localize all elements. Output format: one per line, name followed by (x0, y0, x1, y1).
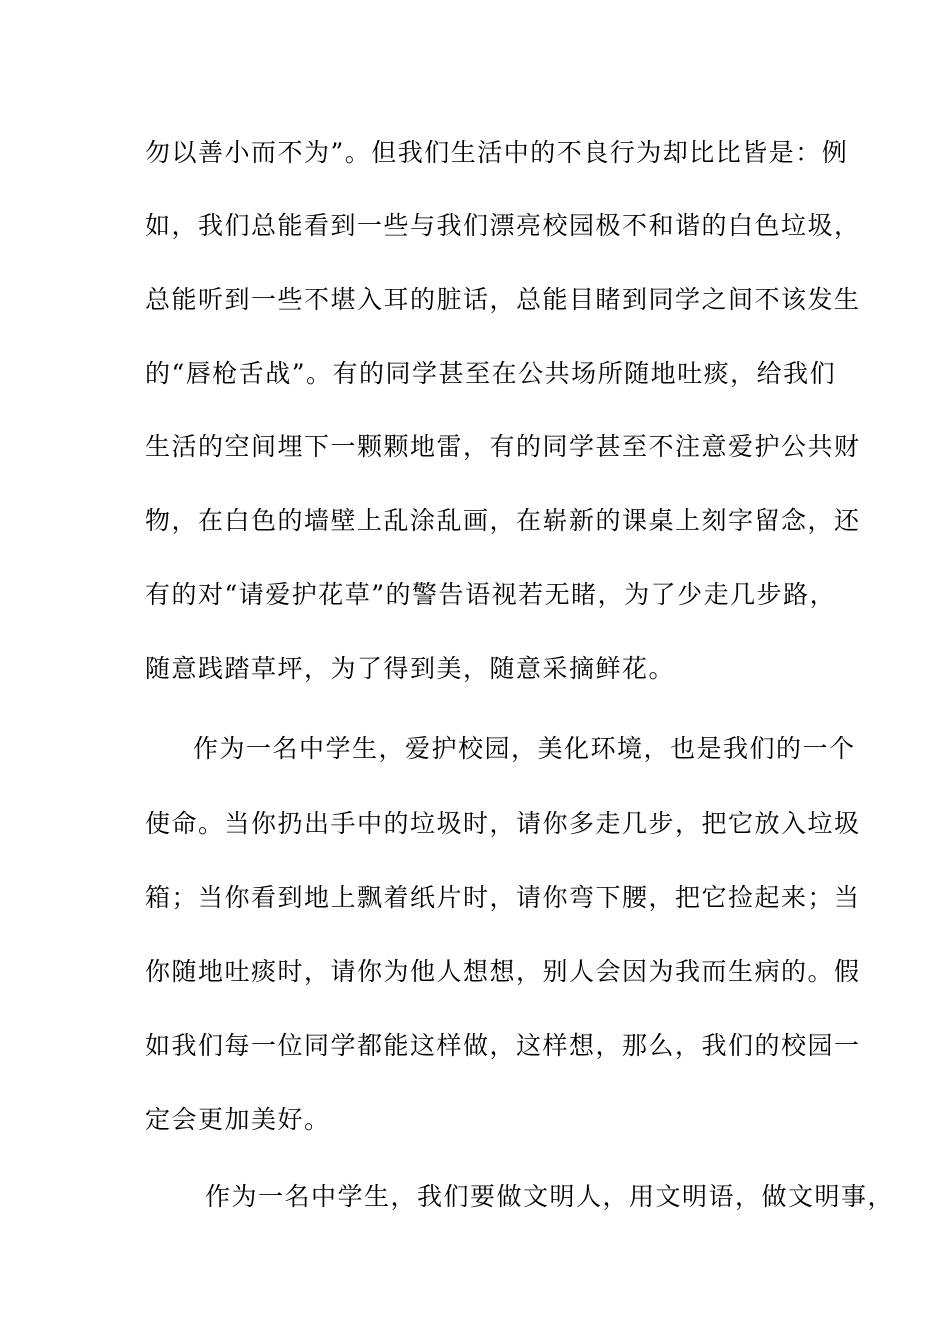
paragraph-1-line-5: 生活的空间埋下一颗颗地雷，有的同学甚至不注意爱护公共财 (145, 432, 861, 461)
paragraph-1-line-1: 勿以善小而不为”。但我们生活中的不良行为却比比皆是：例 (145, 138, 849, 167)
paragraph-1-line-2: 如，我们总能看到一些与我们漂亮校园极不和谐的白色垃圾， (145, 211, 861, 240)
paragraph-2-line-5: 如我们每一位同学都能这样做，这样想，那么，我们的校园一 (145, 1031, 861, 1060)
paragraph-2-line-4: 你随地吐痰时，请你为他人想想，别人会因为我而生病的。假 (145, 957, 861, 986)
paragraph-1-line-8: 随意践踏草坪，为了得到美，随意采摘鲜花。 (145, 654, 676, 683)
paragraph-2-line-3: 箱；当你看到地上飘着纸片时，请你弯下腰，把它捡起来；当 (145, 883, 861, 912)
paragraph-2-line-2: 使命。当你扔出手中的垃圾时，请你多走几步，把它放入垃圾 (145, 809, 861, 838)
paragraph-2-line-6: 定会更加美好。 (145, 1105, 331, 1134)
paragraph-1-line-3: 总能听到一些不堪入耳的脏话，总能目睹到同学之间不该发生 (145, 285, 861, 314)
paragraph-1-line-7: 有的对“请爱护花草”的警告语视若无睹，为了少走几步路， (145, 580, 837, 609)
paragraph-3-line-1: 作为一名中学生，我们要做文明人，用文明语，做文明事， (205, 1182, 895, 1211)
paragraph-1-line-4: 的“唇枪舌战”。有的同学甚至在公共场所随地吐痰，给我们 (145, 359, 837, 388)
paragraph-1-line-6: 物，在白色的墙壁上乱涂乱画，在崭新的课桌上刻字留念，还 (145, 506, 861, 535)
paragraph-2-line-1: 作为一名中学生，爱护校园，美化环境，也是我们的一个 (193, 734, 856, 763)
